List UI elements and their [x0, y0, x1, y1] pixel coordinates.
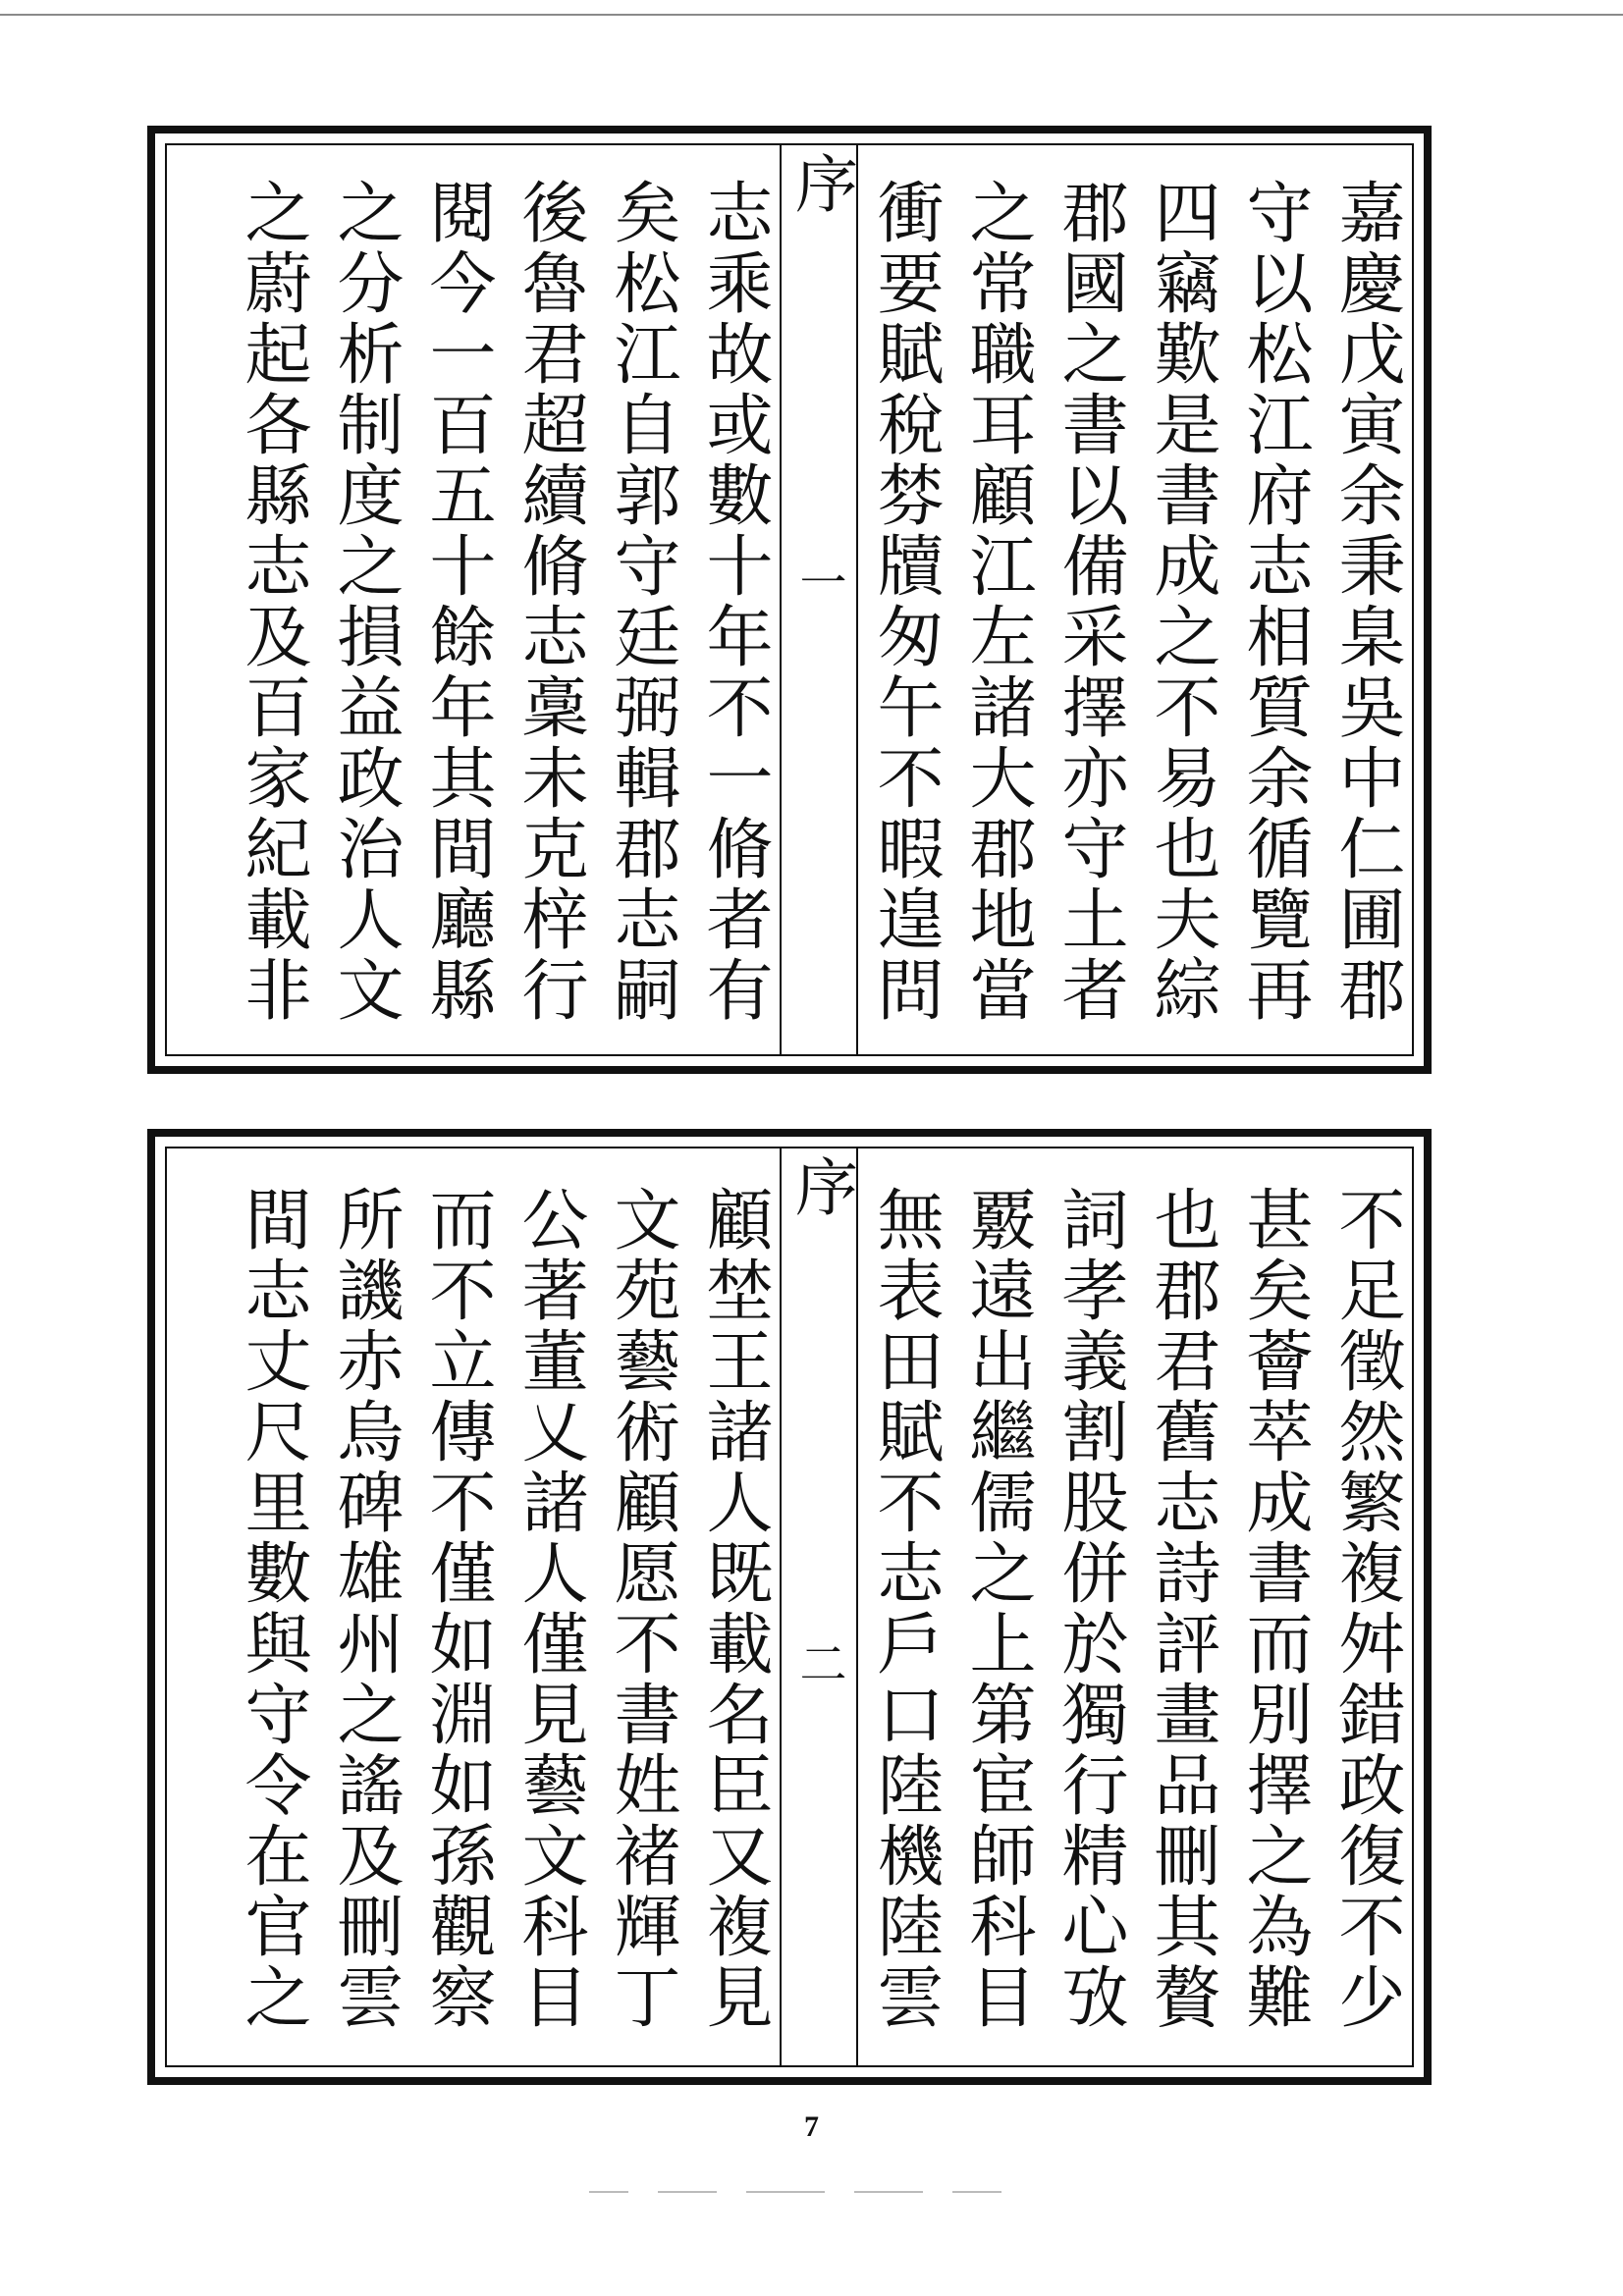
gutter-title: 序: [784, 151, 857, 214]
text-column: 文苑藝術顧愿不書姓褚輝丁: [603, 1185, 680, 2033]
text-column: 而不立傳不僅如淵如孫觀察: [418, 1185, 496, 2033]
gutter-title: 序: [784, 1154, 857, 1217]
text-column: 嘉慶戊寅余秉臬吳中仁圃郡: [1327, 178, 1405, 1026]
center-gutter: [780, 1148, 858, 2065]
text-columns: [167, 145, 1412, 1054]
text-column: 也郡君舊志詩評畫品刪其贅: [1143, 1185, 1220, 2033]
text-column: 志乘故或數十年不一脩者有: [695, 178, 773, 1026]
page-number: 7: [804, 2110, 819, 2143]
scan-panel-upper: [147, 126, 1432, 1074]
text-column: 顧埜王諸人既載名臣又複見: [695, 1185, 773, 2033]
text-column: 閱今一百五十餘年其間廳縣: [418, 178, 496, 1026]
center-gutter: [780, 145, 858, 1054]
inner-frame: [165, 1147, 1414, 2067]
text-column: 所譏赤烏碑雄州之謠及刪雲: [326, 1185, 404, 2033]
text-column: 後魯君超續脩志稾未克梓行: [511, 178, 588, 1026]
scan-panel-lower: [147, 1129, 1432, 2085]
scan-artifacts: [589, 2181, 1335, 2189]
text-column: 守以松江府志相質余循覽再: [1235, 178, 1313, 1026]
inner-frame: [165, 143, 1414, 1056]
text-column: 公著董乂諸人僅見藝文科目: [511, 1185, 588, 2033]
top-rule: [0, 14, 1623, 16]
text-column: 之分析制度之損益政治人文: [326, 178, 404, 1026]
text-columns: [167, 1148, 1412, 2065]
text-column: 無表田賦不志戶口陸機陸雲: [866, 1185, 944, 2033]
folio-number: 二: [791, 1639, 846, 1686]
folio-number: 一: [791, 558, 846, 605]
text-column: 之常職耳顧江左諸大郡地當: [958, 178, 1036, 1026]
text-column: 甚矣薈萃成書而別擇之為難: [1235, 1185, 1313, 2033]
text-column: 覈遠出繼儒之上第宦師科目: [958, 1185, 1036, 2033]
text-column: 不足徵然繁複舛錯政復不少: [1327, 1185, 1405, 2033]
text-column: 衝要賦稅棼牘匆午不暇遑問: [866, 178, 944, 1026]
text-column: 矣松江自郭守廷弼輯郡志嗣: [603, 178, 680, 1026]
text-column: 間志丈尺里數與守令在官之: [234, 1185, 311, 2033]
text-column: 四竊歎是書成之不易也夫綜: [1143, 178, 1220, 1026]
text-column: 郡國之書以備采擇亦守土者: [1051, 178, 1128, 1026]
text-column: 詞孝義割股併於獨行精心攷: [1051, 1185, 1128, 2033]
text-column: 之蔚起各縣志及百家紀載非: [234, 178, 311, 1026]
